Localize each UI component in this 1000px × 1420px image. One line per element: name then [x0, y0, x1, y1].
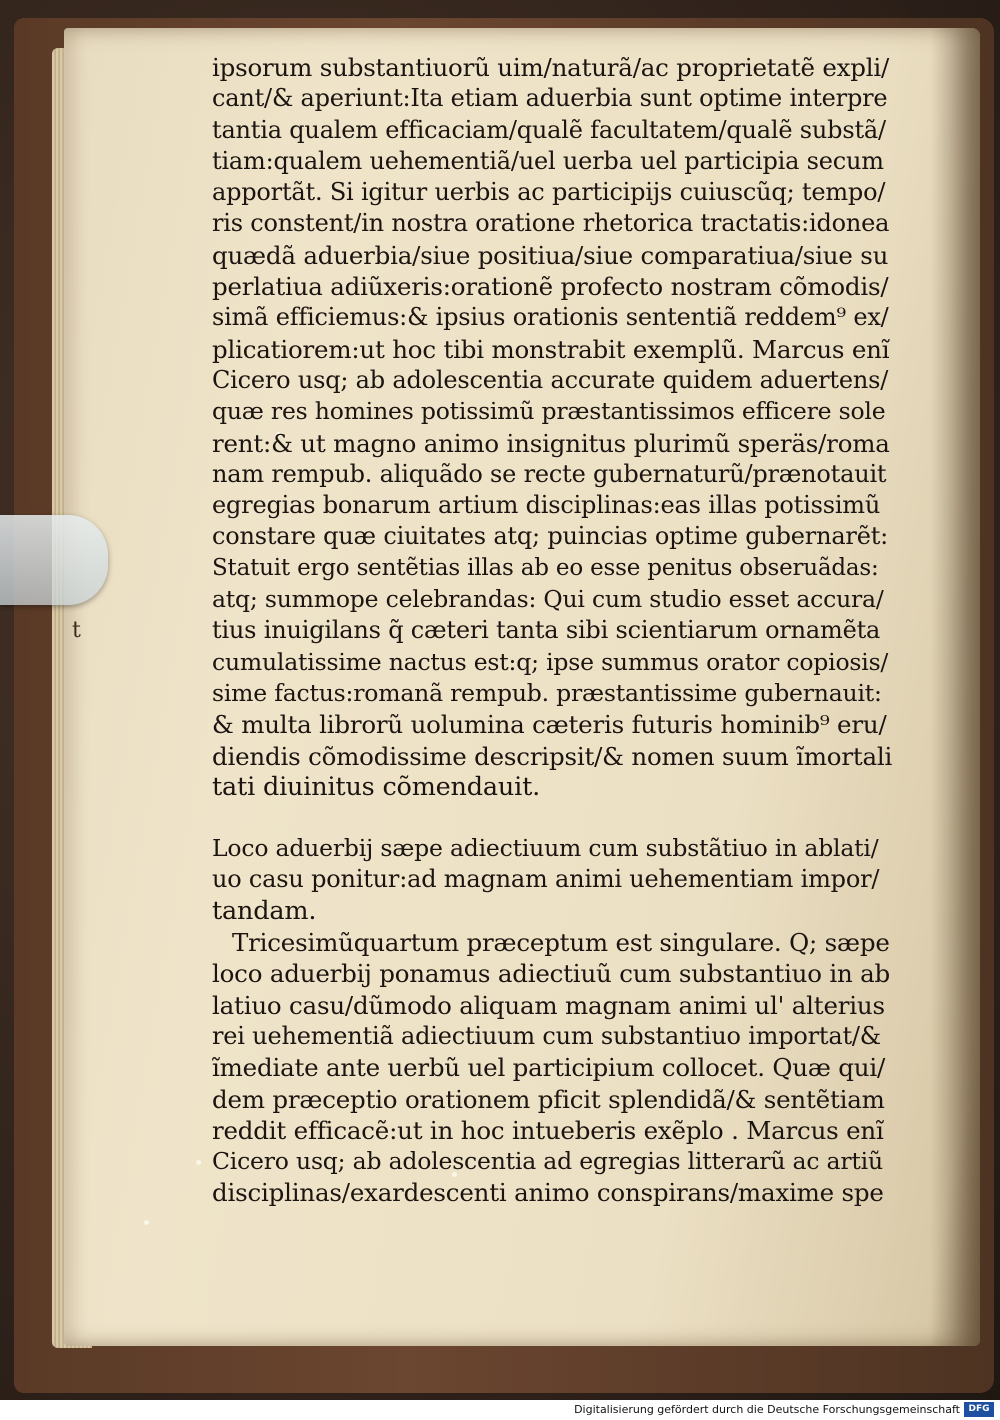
text-line: quæ res homines potissimũ præstantissimos efficere sole: [212, 397, 886, 426]
text-line: cant/& aperiunt:Ita etiam aduerbia sunt optime interpre: [212, 84, 888, 113]
paragraph-2: [212, 833, 892, 927]
text-line: plicatiorem:ut hoc tibi monstrabit exemplũ. Marcus enĩ: [212, 334, 890, 364]
paragraph-gap: [212, 803, 892, 833]
text-line: nam rempub. aliquãdo se recte gubernaturũ/prænotauit: [212, 459, 887, 488]
text-line: & multa librorũ uolumina cæteris futuris hominib⁹ eru/: [212, 710, 887, 740]
text-line: cumulatissime nactus est:q; ipse summus orator copiosis/: [212, 647, 889, 676]
text-line: tius inuigilans q̃ cæteri tanta sibi scientiarum ornamẽta: [212, 616, 881, 645]
text-line: ris constent/in nostra oratione rhetorica tractatis:idonea: [212, 209, 890, 238]
text-line: tiam:qualem uehementiã/uel uerba uel participia secum: [212, 146, 884, 175]
text-line: ĩmediate ante uerbũ uel participium collocet. Quæ qui/: [212, 1053, 886, 1083]
text-line: tati diuinitus cõmendauit.: [212, 771, 541, 802]
text-line: quædã aduerbia/siue positiua/siue comparatiua/siue su: [212, 240, 889, 270]
funding-credit: Digitalisierung gefördert durch die Deutsche Forschungsgemeinschaft: [574, 1403, 960, 1416]
text-line: dem præceptio orationem pficit splendidã/& sentẽtiam: [212, 1084, 885, 1114]
text-line: Statuit ergo sentẽtias illas ab eo esse penitus obseruãdas:: [212, 554, 879, 581]
text-line: apportãt. Si igitur uerbis ac participijs cuiuscũq; tempo/: [212, 178, 886, 207]
text-line: reddit efficacẽ:ut in hoc intueberis exẽplo . Marcus enĩ: [212, 1115, 884, 1145]
text-line: rent:& ut magno animo insignitus plurimũ speräs/roma: [212, 428, 890, 458]
text-line: atq; summope celebrandas: Qui cum studio esset accura/: [212, 585, 884, 614]
text-line: diendis cõmodissime descripsit/& nomen suum ĩmortali: [212, 741, 893, 771]
paper-spot: [196, 1160, 201, 1165]
text-line: ipsorum substantiuorũ uim/naturã/ac proprietatẽ expli/: [212, 53, 890, 82]
paper-spot: [144, 1220, 149, 1225]
text-line: egregias bonarum artium disciplinas:eas illas potissimũ: [212, 491, 881, 520]
dfg-logo: DFG: [964, 1402, 994, 1417]
text-line: tantia qualem efficaciam/qualẽ facultatem/qualẽ substã/: [212, 115, 886, 144]
text-line: rei uehementiã adiectiuum cum substantiuo importat/&: [212, 1021, 881, 1050]
text-line: Cicero usq; ab adolescentia ad egregias litterarũ ac artiũ: [212, 1147, 883, 1176]
text-line: tandam.: [212, 895, 317, 926]
text-line: disciplinas/exardescenti animo conspirans/maxime spe: [212, 1178, 884, 1208]
text-line: constare quæ ciuitates atq; puincias optime gubernarẽt:: [212, 522, 889, 551]
text-line: Loco aduerbij sæpe adiectiuum cum substãtiuo in ablati/: [212, 834, 879, 863]
text-line: sime factus:romanã rempub. præstantissime gubernauit:: [212, 678, 882, 707]
text-line: Tricesimũquartum præceptum est singulare. Q; sæpe: [232, 928, 890, 958]
page-text: [212, 52, 892, 1209]
text-line: loco aduerbij ponamus adiectiuũ cum substantiuo in ab: [212, 959, 891, 989]
text-line: uo casu ponitur:ad magnam animi uehementiam impor/: [212, 865, 880, 894]
text-line: latiuo casu/dũmodo aliquam magnam animi ul' alterius: [212, 990, 885, 1020]
page-gutter-shadow: [930, 28, 980, 1346]
text-line: Cicero usq; ab adolescentia accurate quidem aduertens/: [212, 365, 889, 394]
plastic-page-clip: [0, 515, 108, 605]
text-line: simã efficiemus:& ipsius orationis sententiã reddem⁹ ex/: [212, 303, 889, 332]
paragraph-3: [212, 927, 892, 1209]
footer-bar: [0, 1400, 1000, 1420]
margin-mark: t: [72, 618, 81, 643]
text-line: perlatiua adiũxeris:orationẽ profecto nostram cõmodis/: [212, 272, 889, 302]
paragraph-1: [212, 52, 892, 803]
